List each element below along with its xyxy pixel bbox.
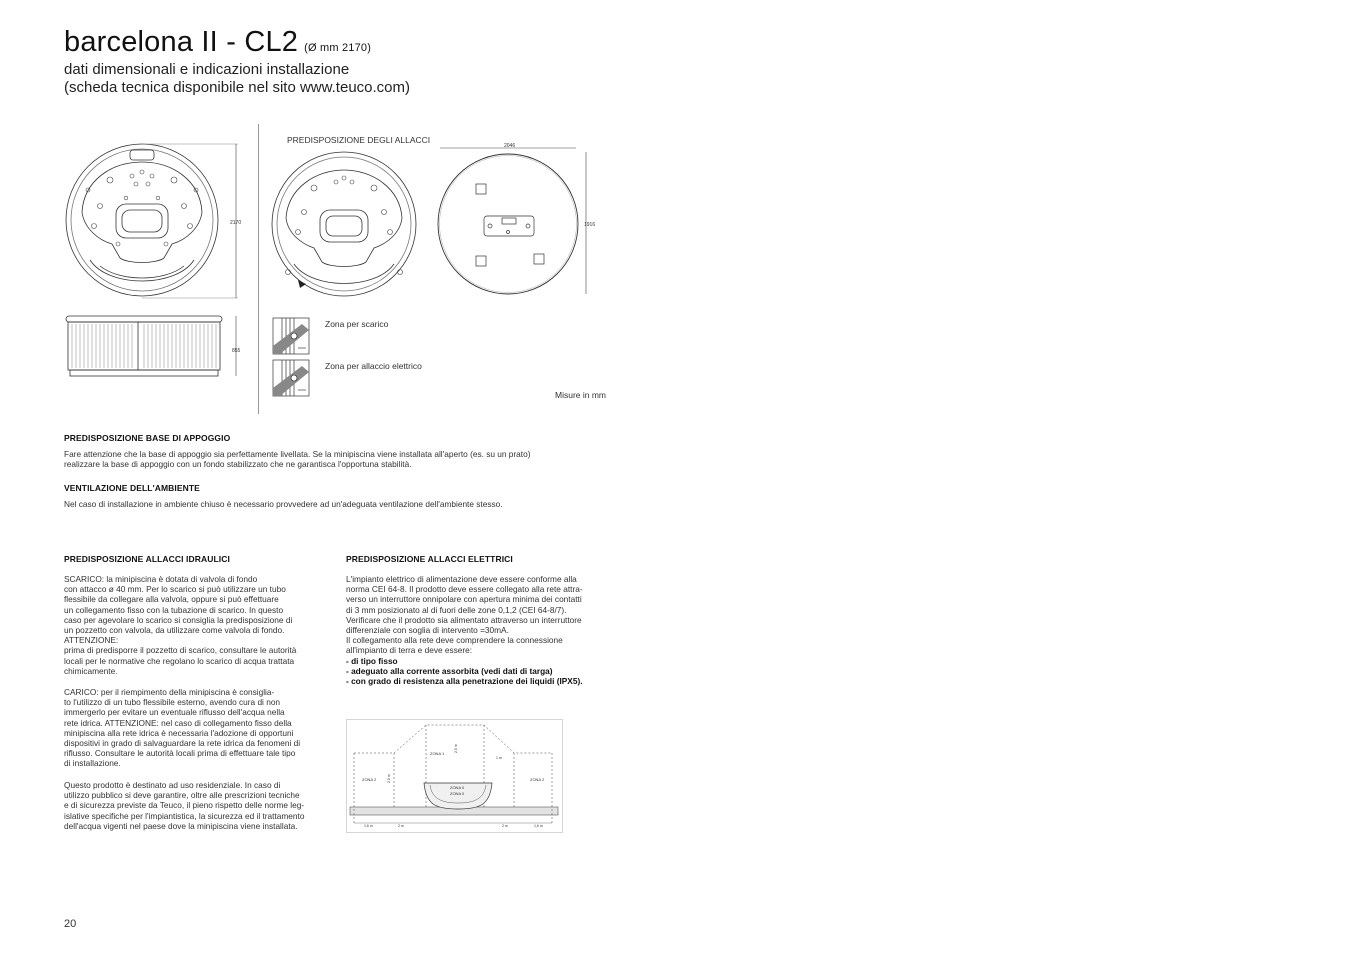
text-line: immergerlo per evitare un eventuale riflusso dell'acqua nella bbox=[64, 707, 285, 718]
text-line: di 3 mm posizionato al di fuori delle zone 0,1,2 (CEI 64-8/7). bbox=[346, 604, 567, 615]
subtitle-line-2: (scheda tecnica disponibile nel sito www.teuco.com) bbox=[64, 79, 411, 96]
text-line: riflusso. Consultare le autorità locali prima di effettuare tale tipo bbox=[64, 748, 296, 759]
electrical-heading: PREDISPOSIZIONE ALLACCI ELETTRICI bbox=[346, 554, 513, 564]
text-line: e di sicurezza previste da Teuco, il pieno rispetto delle norme leg- bbox=[64, 800, 305, 811]
page-number: 20 bbox=[64, 918, 77, 930]
text-line: CARICO: per il riempimento della minipiscina è consiglia- bbox=[64, 687, 275, 697]
base-heading: PREDISPOSIZIONE BASE DI APPOGGIO bbox=[64, 433, 231, 443]
legend-icons bbox=[272, 316, 312, 398]
tub-base-drawing bbox=[436, 142, 606, 304]
text-line: un collegamento fisso con la tubazione di scarico. In questo bbox=[64, 604, 284, 615]
dim-left-inner: 2 m bbox=[398, 824, 404, 828]
dim-height-z1: 2,5 m bbox=[454, 744, 458, 753]
text-line: Questo prodotto è destinato ad uso residenziale. In caso di bbox=[64, 780, 281, 790]
zone-2-left-label: ZONA 2 bbox=[362, 777, 377, 782]
dim-height-z2: 2,5 m bbox=[387, 774, 391, 783]
text-line: islative specifiche per l'impiantistica, la sicurezza ed il trattamento bbox=[64, 810, 305, 821]
base-text-line: Fare attenzione che la base di appoggio sia perfettamente livellata. Se la minipiscina viene installata all'aperto (es. su un prato) bbox=[64, 449, 531, 459]
residential-paragraph bbox=[64, 780, 304, 831]
text-line: to l'utilizzo di un tubo flessibile esterno, avendo cura di non bbox=[64, 697, 281, 708]
text-line: Il collegamento alla rete deve comprendere la connessione bbox=[346, 635, 563, 646]
ventilation-text: Nel caso di installazione in ambiente chiuso è necessario provvedere ad un'adeguata ventilazione dell'ambiente stesso. bbox=[64, 499, 503, 509]
text-line: rete idrica. ATTENZIONE: nel caso di collegamento fisso della bbox=[64, 717, 292, 728]
subtitle bbox=[64, 61, 410, 97]
scarico-paragraph bbox=[64, 574, 296, 676]
divider-vertical bbox=[258, 124, 259, 414]
base-text bbox=[64, 449, 530, 469]
base-text-line: realizzare la base di appoggio con un fondo stabilizzato che ne garantisca l'opportuna stabilità. bbox=[64, 459, 412, 470]
base-height-dimension: 1916 bbox=[584, 222, 596, 228]
top-view-dimension: 2170 bbox=[230, 220, 242, 226]
text-line: caso per agevolare lo scarico si consiglia la predisposizione di bbox=[64, 614, 293, 625]
subtitle-line-1: dati dimensionali e indicazioni installazione bbox=[64, 61, 350, 78]
requirement-item: - adeguato alla corrente assorbita (vedi dati di targa) bbox=[346, 665, 553, 676]
text-line: prima di predisporre il pozzetto di scarico, consultare le autorità bbox=[64, 645, 297, 656]
zone-2-right-label: ZONA 2 bbox=[530, 777, 545, 782]
zone-1-label: ZONA 1 bbox=[430, 751, 445, 756]
text-line: un pozzetto con valvola, da utilizzare come valvola di fondo. bbox=[64, 625, 285, 636]
text-line: L'impianto elettrico di alimentazione deve essere conforme alla bbox=[346, 574, 577, 584]
text-line: di installazione. bbox=[64, 758, 121, 769]
dim-small: 1 m bbox=[496, 756, 502, 760]
side-view-dimension: 855 bbox=[232, 348, 241, 354]
zone-0-label-a: ZONA 0 bbox=[450, 785, 465, 790]
title-dimension: (Ø mm 2170) bbox=[304, 42, 372, 54]
dim-right-outer: 1,6 m bbox=[534, 824, 543, 828]
requirement-item: - con grado di resistenza alla penetrazione dei liquidi (IPX5). bbox=[346, 676, 583, 687]
units-note: Misure in mm bbox=[555, 390, 607, 400]
legend-drain-label: Zona per scarico bbox=[325, 319, 389, 329]
tub-top-view-drawing bbox=[60, 140, 250, 305]
text-line: flessibile da collegare alla valvola, oppure si può effettuare bbox=[64, 594, 279, 605]
text-line: verso un interruttore onnipolare con apertura minima dei contatti bbox=[346, 594, 582, 605]
title-text: barcelona II - CL2 bbox=[64, 26, 299, 58]
hydraulic-heading: PREDISPOSIZIONE ALLACCI IDRAULICI bbox=[64, 554, 230, 564]
tub-connections-drawing bbox=[266, 148, 431, 303]
text-line: con attacco ø 40 mm. Per lo scarico si può utilizzare un tubo bbox=[64, 584, 286, 595]
base-width-dimension: 2046 bbox=[504, 143, 516, 149]
text-line: locali per le normative che regolano lo scarico di acqua trattata bbox=[64, 655, 295, 666]
connections-title: PREDISPOSIZIONE DEGLI ALLACCI bbox=[287, 135, 431, 145]
page-title bbox=[64, 26, 371, 59]
text-line: utilizzo pubblico si deve garantire, oltre alle prescrizioni tecniche bbox=[64, 790, 300, 801]
text-line: norma CEI 64-8. Il prodotto deve essere collegato alla rete attra- bbox=[346, 584, 583, 595]
text-line: all'impianto di terra e deve essere: bbox=[346, 645, 473, 656]
zone-0-label-b: ZONA 0 bbox=[450, 791, 465, 796]
dim-left-outer: 1,6 m bbox=[364, 824, 373, 828]
legend-electrical-label: Zona per allaccio elettrico bbox=[325, 361, 422, 371]
ventilation-heading: VENTILAZIONE DELL'AMBIENTE bbox=[64, 483, 200, 493]
text-line: ATTENZIONE: bbox=[64, 635, 119, 646]
requirement-item: - di tipo fisso bbox=[346, 655, 398, 666]
electrical-zones-diagram bbox=[346, 719, 564, 834]
text-line: SCARICO: la minipiscina è dotata di valvola di fondo bbox=[64, 574, 258, 584]
tub-side-view-drawing bbox=[60, 312, 250, 387]
text-line: chimicamente. bbox=[64, 665, 118, 676]
text-line: differenziale con soglia di intervento =30mA. bbox=[346, 625, 509, 636]
electrical-paragraph bbox=[346, 574, 583, 686]
dim-right-inner: 2 m bbox=[502, 824, 508, 828]
text-line: Verificare che il prodotto sia alimentato attraverso un interruttore bbox=[346, 614, 582, 625]
text-line: dispositivi in grado di salvaguardare la rete idrica da fenomeni di bbox=[64, 738, 301, 749]
text-line: dell'acqua vigenti nel paese dove la minipiscina viene installata. bbox=[64, 820, 298, 831]
carico-paragraph bbox=[64, 687, 300, 769]
text-line: minipiscina alla rete idrica è necessaria l'adozione di opportuni bbox=[64, 727, 294, 738]
